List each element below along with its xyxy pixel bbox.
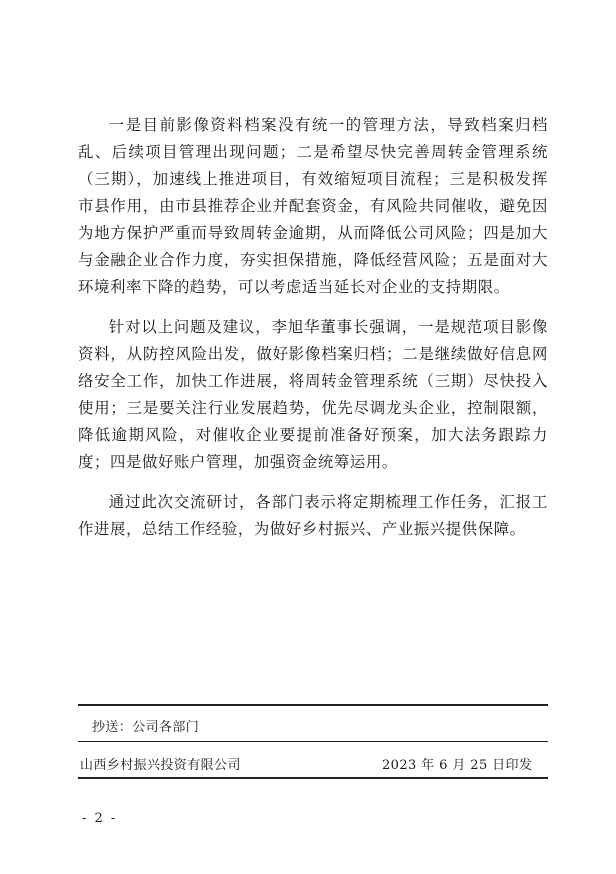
footer-middle-rule (78, 741, 548, 742)
paragraph-chairman-remarks: 针对以上问题及建议，李旭华董事长强调，一是规范项目影像资料，从防控风险出发，做好影像档案归档；二是继续做好信息网络安全工作，加快工作进展，将周转金管理系统（三期）尽快投入使用；三是要关注行业发展趋势，优先尽调龙头企业，控制限额，降低逾期风险，对催收企业要提前准备好预案，加大法务跟踪力度；四是做好账户管理，加强资金统筹运用。 (78, 318, 548, 471)
paragraph-conclusion: 通过此次交流研讨，各部门表示将定期梳理工作任务，汇报工作进展，总结工作经验，为做好乡村振兴、产业振兴提供保障。 (78, 493, 548, 538)
cc-line: 抄送：公司各部门 (92, 720, 200, 735)
paragraph-issues: 一是目前影像资料档案没有统一的管理方法，导致档案归档乱、后续项目管理出现问题；二是希望尽快完善周转金管理系统（三期），加速线上推进项目，有效缩短项目流程；三是积极发挥市县作用，由市县推荐企业并配套资金，有风险共同催收，避免因为地方保护严重而导致周转金逾期，从而降低公司风险；四是加大与金融企业合作力度，夯实担保措施，降低经营风险；五是面对大环境利率下降的趋势，可以考虑适当延长对企业的支持期限。 (78, 116, 548, 296)
issuer-name: 山西乡村振兴投资有限公司 (80, 758, 241, 773)
footer-bottom-rule (78, 777, 548, 779)
body-text (78, 112, 548, 556)
page-number: - 2 - (82, 811, 118, 826)
footer-top-rule (78, 704, 548, 706)
issue-date: 2023 年 6 月 25 日印发 (382, 758, 533, 773)
